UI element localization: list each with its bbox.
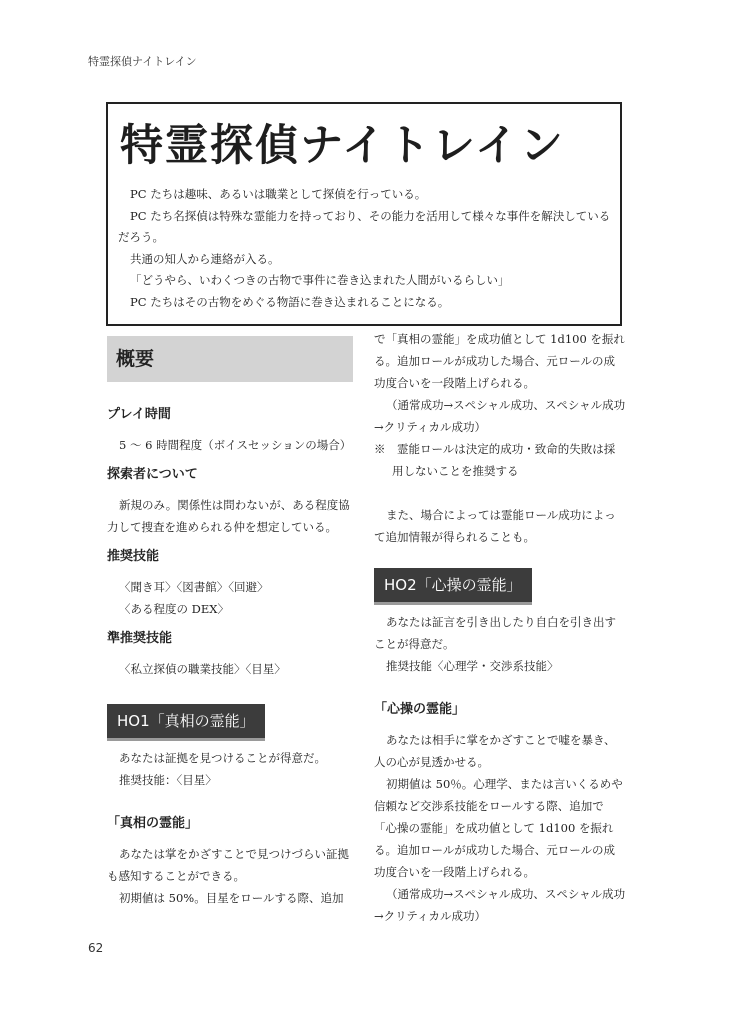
- shinso-text: 初期値は 50%。目星をロールする際、追加: [119, 891, 344, 905]
- shinso-heading: 「真相の霊能」: [107, 816, 199, 831]
- semi-recommended-skills: 〈私立探偵の職業技能〉〈目星〉: [119, 662, 286, 676]
- investigators-heading: 探索者について: [107, 467, 198, 482]
- success-paren: （通常成功→スペシャル成功、スペシャル成功→クリティカル成功）: [374, 398, 626, 434]
- recommended-skills: 〈聞き耳〉〈図書館〉〈回避〉: [119, 580, 269, 594]
- title-box: [106, 102, 622, 326]
- recommended-skills: 〈ある程度の DEX〉: [119, 602, 229, 616]
- extra-text: また、場合によっては霊能ロール成功によって追加情報が得られることも。: [374, 508, 616, 544]
- intro-line: 「どうやら、いわくつきの古物で事件に巻き込まれた人間がいるらしい」: [130, 273, 510, 287]
- intro-line: 共通の知人から連絡が入る。: [130, 251, 280, 266]
- page-number: 62: [88, 941, 104, 955]
- continued-text: で「真相の霊能」を成功値として 1d100 を振れる。追加ロールが成功した場合、元ロールの成功度合いを一段階上げられる。: [374, 332, 625, 390]
- intro-line: PC たちはその古物をめぐる物語に巻き込まれることになる。: [130, 294, 450, 309]
- note-text: ※ 霊能ロールは決定的成功・致命的失敗は採用しないことを推奨する: [374, 442, 616, 478]
- shinsou-text: あなたは相手に掌をかざすことで嘘を暴き、人の心が見透かせる。: [374, 733, 616, 769]
- overview-heading: 概要: [107, 336, 353, 382]
- semi-recommended-heading: 準推奨技能: [107, 631, 173, 646]
- play-time-heading: プレイ時間: [107, 407, 171, 422]
- shinsou-text: 初期値は 50％。心理学、または言いくるめや信頼など交渉系技能をロールする際、追加で「心操の霊能」を成功値として 1d100 を振れる。追加ロールが成功した場合、元ロールの成功度合いを一段階上げられる。: [374, 777, 623, 879]
- ho2-text: あなたは証言を引き出したり自白を引き出すことが得意だ。: [374, 615, 616, 651]
- ho2-heading: HO2「心操の霊能」: [374, 568, 532, 605]
- right-column: [374, 328, 626, 927]
- ho1-skills: 推奨技能：〈目星〉: [119, 773, 217, 787]
- scenario-title: 特霊探偵ナイトレイン: [120, 121, 565, 171]
- success-paren: （通常成功→スペシャル成功、スペシャル成功→クリティカル成功）: [374, 887, 626, 923]
- left-column: [107, 336, 353, 909]
- investigators-text: 新規のみ。関係性は問わないが、ある程度協力して捜査を進められる仲を想定している。: [107, 498, 350, 534]
- play-time-text: 5 ～ 6 時間程度（ボイスセッションの場合）: [119, 438, 352, 452]
- running-header: 特霊探偵ナイトレイン: [88, 55, 197, 68]
- intro-text: [118, 184, 612, 313]
- shinso-text: あなたは掌をかざすことで見つけづらい証拠も感知することができる。: [107, 847, 349, 883]
- ho1-text: あなたは証拠を見つけることが得意だ。: [119, 751, 326, 765]
- ho1-heading: HO1「真相の霊能」: [107, 704, 265, 741]
- intro-line: PC たち名探偵は特殊な霊能力を持っており、その能力を活用して様々な事件を解決しているだろう。: [118, 208, 611, 244]
- intro-line: PC たちは趣味、あるいは職業として探偵を行っている。: [130, 187, 427, 201]
- ho2-skills: 推奨技能〈心理学・交渉系技能〉: [386, 659, 559, 673]
- recommended-heading: 推奨技能: [107, 549, 160, 564]
- shinsou-heading: 「心操の霊能」: [374, 702, 466, 717]
